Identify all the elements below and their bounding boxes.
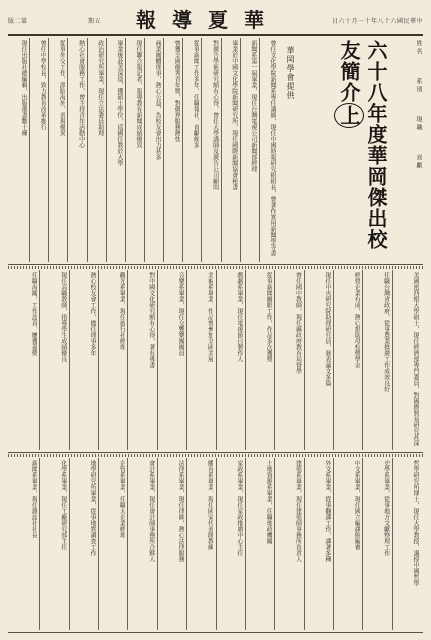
issue-label: 期五 [88,18,102,25]
table-header-cell: 別 [415,86,422,92]
entry-column: 曾任文化學院新聞系專任講師，現任中國時報研究組組長，曾著作實用新聞學等書 [268,40,276,256]
entry-column: 經營企業有成，熱心捐助母校獎學金 [353,272,361,368]
column-rule [39,458,40,630]
table-header-cell: 姓 [415,40,422,46]
column-rule [98,458,99,630]
column-rule [274,270,275,450]
entry-column: 畢業於中國文化學院新聞研究所，現任國際新聞協會秘書 [230,40,238,190]
entry-column: 土地資源系畢業，任職地政機關 [265,460,273,544]
entry-column: 企管系畢業，任職大企業經理 [118,460,126,538]
entry-column: 美國密西根大學碩士，現任經濟部專門委員，對國際貿易研究甚深 [411,272,419,446]
column-rule [274,458,275,630]
entry-column: 觀光系畢業，現任旅行社經理 [118,272,126,350]
entry-column: 對廣告學術研究頗有心得，曾任大學講師及廣告公司顧問 [211,40,219,190]
column-rule [87,38,88,262]
column-rule [29,38,30,262]
masthead-char: 導 [172,7,194,32]
column-rule [106,38,107,262]
column-rule [259,38,260,262]
row-divider [8,632,423,633]
entry-column: 商業團體理事，熱心公益，為校友會出力甚多 [154,40,162,160]
row-divider [8,452,423,453]
entry-column: 現任聯合報記者，報導教育新聞成績優異 [134,40,142,148]
column-rule [245,458,246,630]
column-rule [216,458,217,630]
entry-column: 畢業後赴美深造，獲碩士學位，返國任教於大學 [115,40,123,166]
entry-column: 現任出版社總編輯，出版叢書數十種 [20,40,28,136]
entry-column: 音樂系畢業，現任交響樂團團員 [177,272,185,356]
table-header [392,40,422,262]
entry-column: 現任高職教師，指導學生成績優良 [59,272,67,362]
issue-date: 日六十月一十年八十六國民華中 [331,18,423,25]
entry-column: 從事新聞攝影工作，作品多次獲獎 [265,272,273,362]
entry-column: 曾獲全國優秀青年獎，對僑界服務熱忱 [173,40,181,142]
table-header-cell: 貢 [415,154,422,160]
column-rule [216,270,217,450]
column-rule [98,270,99,450]
column-rule [392,458,393,630]
article-title-text: 六十八年度華岡傑出校友簡介 [337,40,388,250]
column-rule [333,458,334,630]
entry-column: 戲劇系畢業，現任電視節目製作人 [235,272,243,362]
page-number-label: 版二第 [8,18,28,25]
column-rule [144,38,145,262]
entry-column: 熱心校友會工作，擔任理事多年 [89,272,97,356]
entry-column: 化學系畢業，現任工廠研究部主任 [59,460,67,550]
column-rule [333,270,334,450]
table-header-cell: 獻 [415,162,422,168]
column-rule [125,38,126,262]
entry-column: 新聞系畢業，現任雜誌社社長 [30,460,38,538]
page-header [8,4,423,36]
column-rule [39,270,40,450]
entry-column: 地學研究所畢業，從事地質調查工作 [89,460,97,556]
column-rule [182,38,183,262]
column-rule [240,38,241,262]
entry-column: 美術系畢業，作品曾參加全國美展 [206,272,214,362]
column-rule [163,38,164,262]
column-rule [67,38,68,262]
table-header-cell: 名 [415,48,422,54]
column-rule [362,458,363,630]
table-header-cell: 系 [415,78,422,84]
entry-column: 外文系畢業，從事翻譯工作，譯著多種 [323,460,331,562]
entry-column: 體育系畢業，現任國家代表隊教練 [206,460,214,550]
column-rule [304,458,305,630]
entry-column: 曾任中學校長，致力教育改革推行 [39,40,47,130]
column-rule [48,38,49,262]
column-rule [127,270,128,450]
column-rule [157,270,158,450]
column-rule [221,38,222,262]
entry-column: 從事外交工作，派駐海外，表現優異 [58,40,66,136]
article-byline: 華岡學會提供 [286,46,295,100]
column-rule [245,270,246,450]
entry-column: 家政系畢業，現任家政推廣中心主任 [235,460,243,556]
entry-column: 對中國文化研究頗有心得，著有專書 [147,272,155,368]
table-header-cell: 職 [415,124,422,130]
column-rule [127,458,128,630]
column-rule [157,458,158,630]
entry-column: 中文系畢業，現任國立編譯館編審 [353,460,361,550]
entry-column: 現任中央研究院助理研究員，發表論文多篇 [323,272,331,386]
entry-column: 新聞系第一屆畢業，現任台灣電視公司新聞部經理 [249,40,257,172]
column-rule [362,270,363,450]
column-rule [201,38,202,262]
row-divider [8,264,423,265]
entry-column: 哲學研究所博士，現任大學教授，講授中國哲學 [411,460,419,586]
entry-column: 史學系畢業，從事地方文獻整理工作 [382,460,390,556]
entry-column: 任職海關，工作認真，屢獲嘉獎 [30,272,38,356]
entry-column: 熱心社會服務工作，曾主持青年活動中心 [77,40,85,148]
entry-column: 法律系畢業，現任律師，熱心法律服務 [177,460,185,562]
entry-column: 政治研究所畢業，現任立法委員助理 [96,40,104,136]
column-rule [69,270,70,450]
masthead-char: 夏 [208,7,230,32]
column-rule [392,270,393,450]
table-header-cell: 現 [415,116,422,122]
column-rule [186,458,187,630]
entry-column: 會計系畢業，現任會計師事務所合夥人 [147,460,155,562]
entry-column: 建築系畢業，現任建築師事務所負責人 [294,460,302,562]
masthead [136,5,266,31]
row-divider-dotted [8,454,423,457]
masthead-char: 報 [136,7,158,32]
masthead-char: 華 [244,7,266,32]
entry-column: 任職台灣省政府，從事農業推廣工作成效良好 [382,272,390,392]
row-divider-dotted [8,266,423,269]
column-rule [186,270,187,450]
article-title-part: 上 [334,103,364,128]
column-rule [304,270,305,450]
column-rule [69,458,70,630]
entry-column: 曾任國中教師，現任縣政府教育局督學 [294,272,302,374]
entry-column: 從事新聞工作多年，任職報社，貢獻頗多 [192,40,200,148]
article-title [308,40,388,262]
